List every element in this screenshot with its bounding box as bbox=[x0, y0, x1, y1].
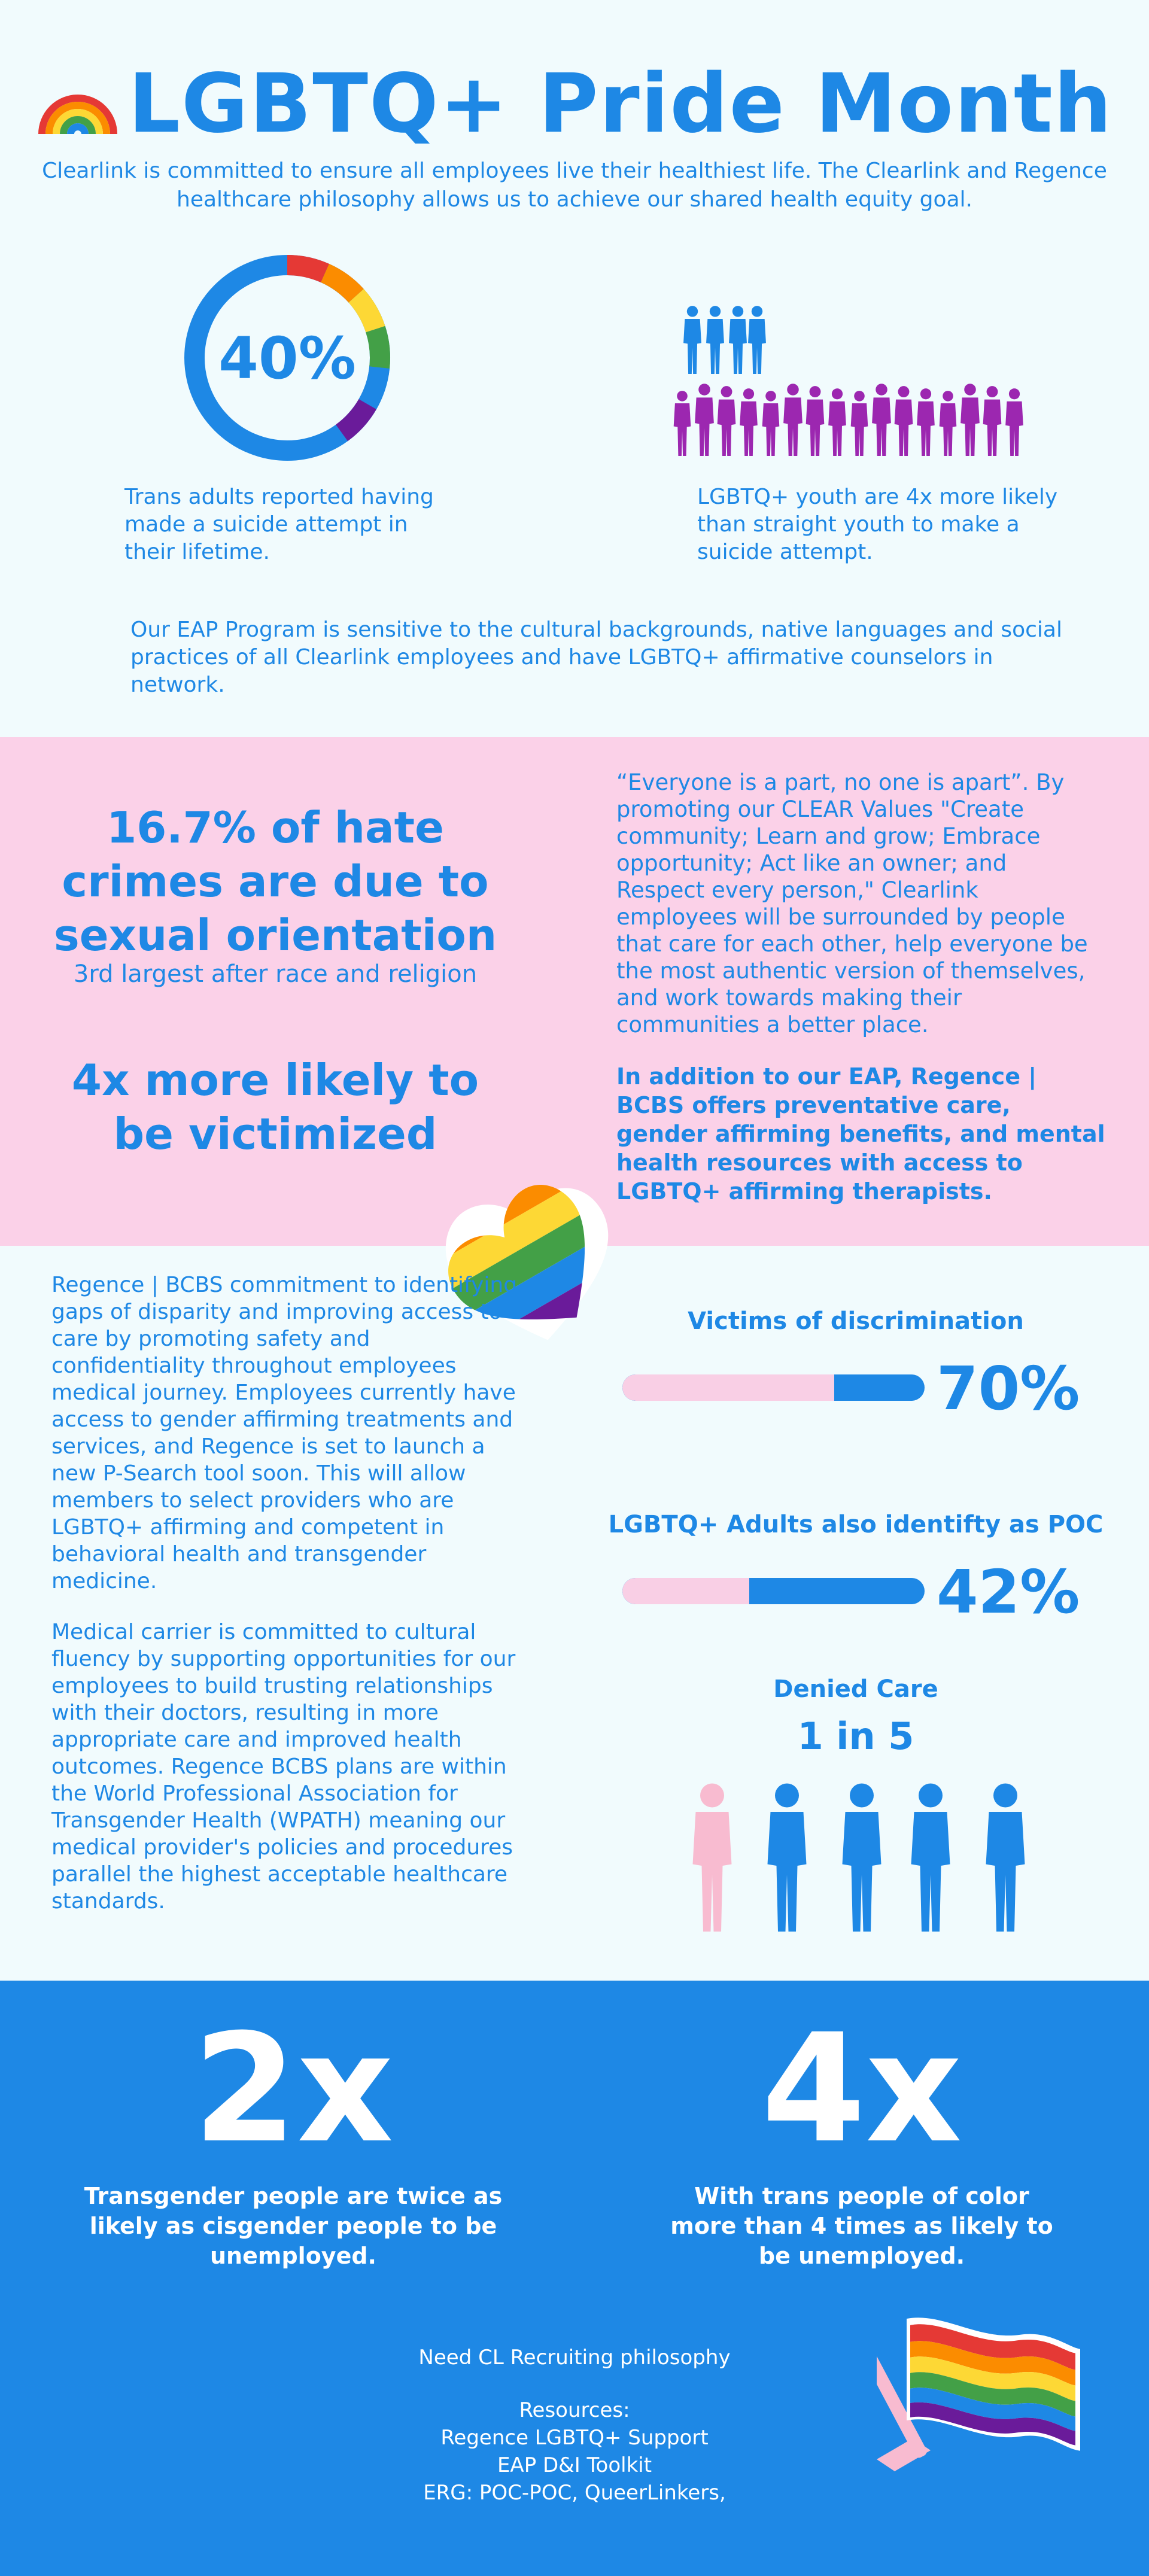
donut-segment bbox=[342, 405, 367, 433]
resource-regence[interactable]: Regence LGBTQ+ Support bbox=[440, 2426, 709, 2450]
person-icon bbox=[983, 386, 1002, 456]
person-icon bbox=[683, 306, 701, 374]
person-icon bbox=[828, 388, 846, 456]
donut-segment bbox=[287, 265, 325, 273]
resource-eap-toolkit[interactable]: EAP D&I Toolkit bbox=[497, 2453, 652, 2477]
person-icon bbox=[960, 384, 980, 456]
denied-care-title: Denied Care bbox=[773, 1675, 938, 1703]
regence-paragraph-1: Regence | BCBS commitment to identifying gaps of disparity and improving access to care by promoting safety and confidentiality throughout employees medical journey. Employees currently have access to gender affirming treatments and services, and Regence is set to launch a new P-Search tool soon. This will allow members to select providers who are LGBTQ+ affirming and competent in behavioral health and transgender medicine. bbox=[51, 1273, 518, 1593]
pride-flag-icon bbox=[877, 2301, 1089, 2471]
page-title bbox=[0, 57, 1149, 157]
bar-2-fill bbox=[622, 1578, 749, 1604]
intro-text: Clearlink is committed to ensure all employees live their healthiest life. The Clearlink and Regence healthcare philosophy allows us to achieve our shared health equity goal. bbox=[42, 159, 1107, 212]
bar-1-percent: 70% bbox=[937, 1354, 1080, 1424]
bar-2-percent: 42% bbox=[937, 1557, 1080, 1627]
benefits-text: In addition to our EAP, Regence | BCBS offers preventative care, gender affirming benefits, and mental health resources with access to LGBTQ+ affirming therapists. bbox=[616, 1063, 1105, 1205]
person-icon bbox=[695, 384, 714, 456]
unemployment-4x-text: With trans people of color more than 4 times as likely to be unemployed. bbox=[670, 2183, 1053, 2269]
person-icon bbox=[1005, 388, 1023, 456]
resources-label: Resources: bbox=[519, 2398, 630, 2422]
person-icon bbox=[806, 386, 825, 456]
person-icon bbox=[762, 391, 780, 456]
person-icon bbox=[843, 1784, 881, 1932]
denied-care-people bbox=[688, 1777, 1041, 1933]
donut-percent: 40% bbox=[218, 325, 356, 392]
donut-chart bbox=[180, 250, 395, 466]
person-icon bbox=[851, 391, 868, 456]
donut-segment bbox=[356, 296, 375, 329]
youth-stat-text: LGBTQ+ youth are 4x more likely than straight youth to make a suicide attempt. bbox=[697, 485, 1058, 564]
rainbow-icon bbox=[36, 62, 120, 157]
person-icon bbox=[895, 386, 913, 456]
title-text: LGBTQ+ Pride Month bbox=[128, 57, 1113, 151]
person-icon bbox=[693, 1784, 732, 1932]
unemployment-2x-text: Transgender people are twice as likely as cisgender people to be unemployed. bbox=[84, 2183, 503, 2269]
hate-crimes-sub: 3rd largest after race and religion bbox=[73, 960, 478, 988]
person-icon bbox=[748, 306, 766, 374]
crowd-illustration bbox=[667, 299, 1044, 461]
hate-crimes-headline: 16.7% of hate crimes are due to sexual orientation bbox=[53, 802, 497, 960]
bar-1-fill bbox=[622, 1374, 834, 1401]
person-icon bbox=[729, 306, 747, 374]
clear-values-quote: “Everyone is a part, no one is apart”. By promoting our CLEAR Values "Create community; Learn and grow; Embrace opportunity; Act like an owner; and Respect every person," Clearlink employees will be surrounded by people that care for each other, help everyone be the most authentic version of themselves, and work towards making their communities a better place. bbox=[616, 770, 1088, 1038]
person-icon bbox=[674, 391, 691, 456]
person-icon bbox=[872, 384, 891, 456]
regence-paragraph-2: Medical carrier is committed to cultural fluency by supporting opportunities for our employees to build trusting relationships with their doctors, resulting in more appropriate care and improved health outcomes. Regence BCBS plans are within the World Professional Association for Transgender Health (WPATH) meaning our medical provider's policies and procedures parallel the highest acceptable healthcare standards. bbox=[51, 1620, 516, 1914]
person-icon bbox=[911, 1784, 950, 1932]
unemployment-2x: 2x bbox=[193, 2002, 394, 2176]
resource-ergs[interactable]: ERG: POC-POC, QueerLinkers, bbox=[423, 2481, 726, 2505]
recruiting-note: Need CL Recruiting philosophy bbox=[418, 2346, 731, 2370]
person-icon bbox=[986, 1784, 1025, 1932]
person-icon bbox=[940, 391, 957, 456]
person-icon bbox=[740, 388, 758, 456]
donut-segment bbox=[325, 273, 356, 296]
eap-text: Our EAP Program is sensitive to the cultural backgrounds, native languages and social practices of all Clearlink employees and have LGBTQ+ affirmative counselors in network. bbox=[130, 618, 1062, 697]
bar-1-track bbox=[622, 1374, 925, 1401]
unemployment-4x: 4x bbox=[761, 2002, 962, 2176]
resources-list bbox=[335, 2396, 814, 2507]
bar-2-title: LGBTQ+ Adults also identifty as POC bbox=[608, 1511, 1104, 1538]
person-icon bbox=[917, 388, 935, 456]
victimized-headline: 4x more likely to be victimized bbox=[71, 1055, 479, 1159]
denied-care-ratio: 1 in 5 bbox=[797, 1714, 914, 1758]
person-icon bbox=[783, 384, 803, 456]
trans-stat-text: Trans adults reported having made a suicide attempt in their lifetime. bbox=[124, 485, 434, 564]
bar-1-title: Victims of discrimination bbox=[688, 1307, 1024, 1335]
bar-2-track bbox=[622, 1578, 925, 1604]
person-icon bbox=[706, 306, 724, 374]
person-icon bbox=[718, 386, 736, 456]
person-icon bbox=[768, 1784, 807, 1932]
